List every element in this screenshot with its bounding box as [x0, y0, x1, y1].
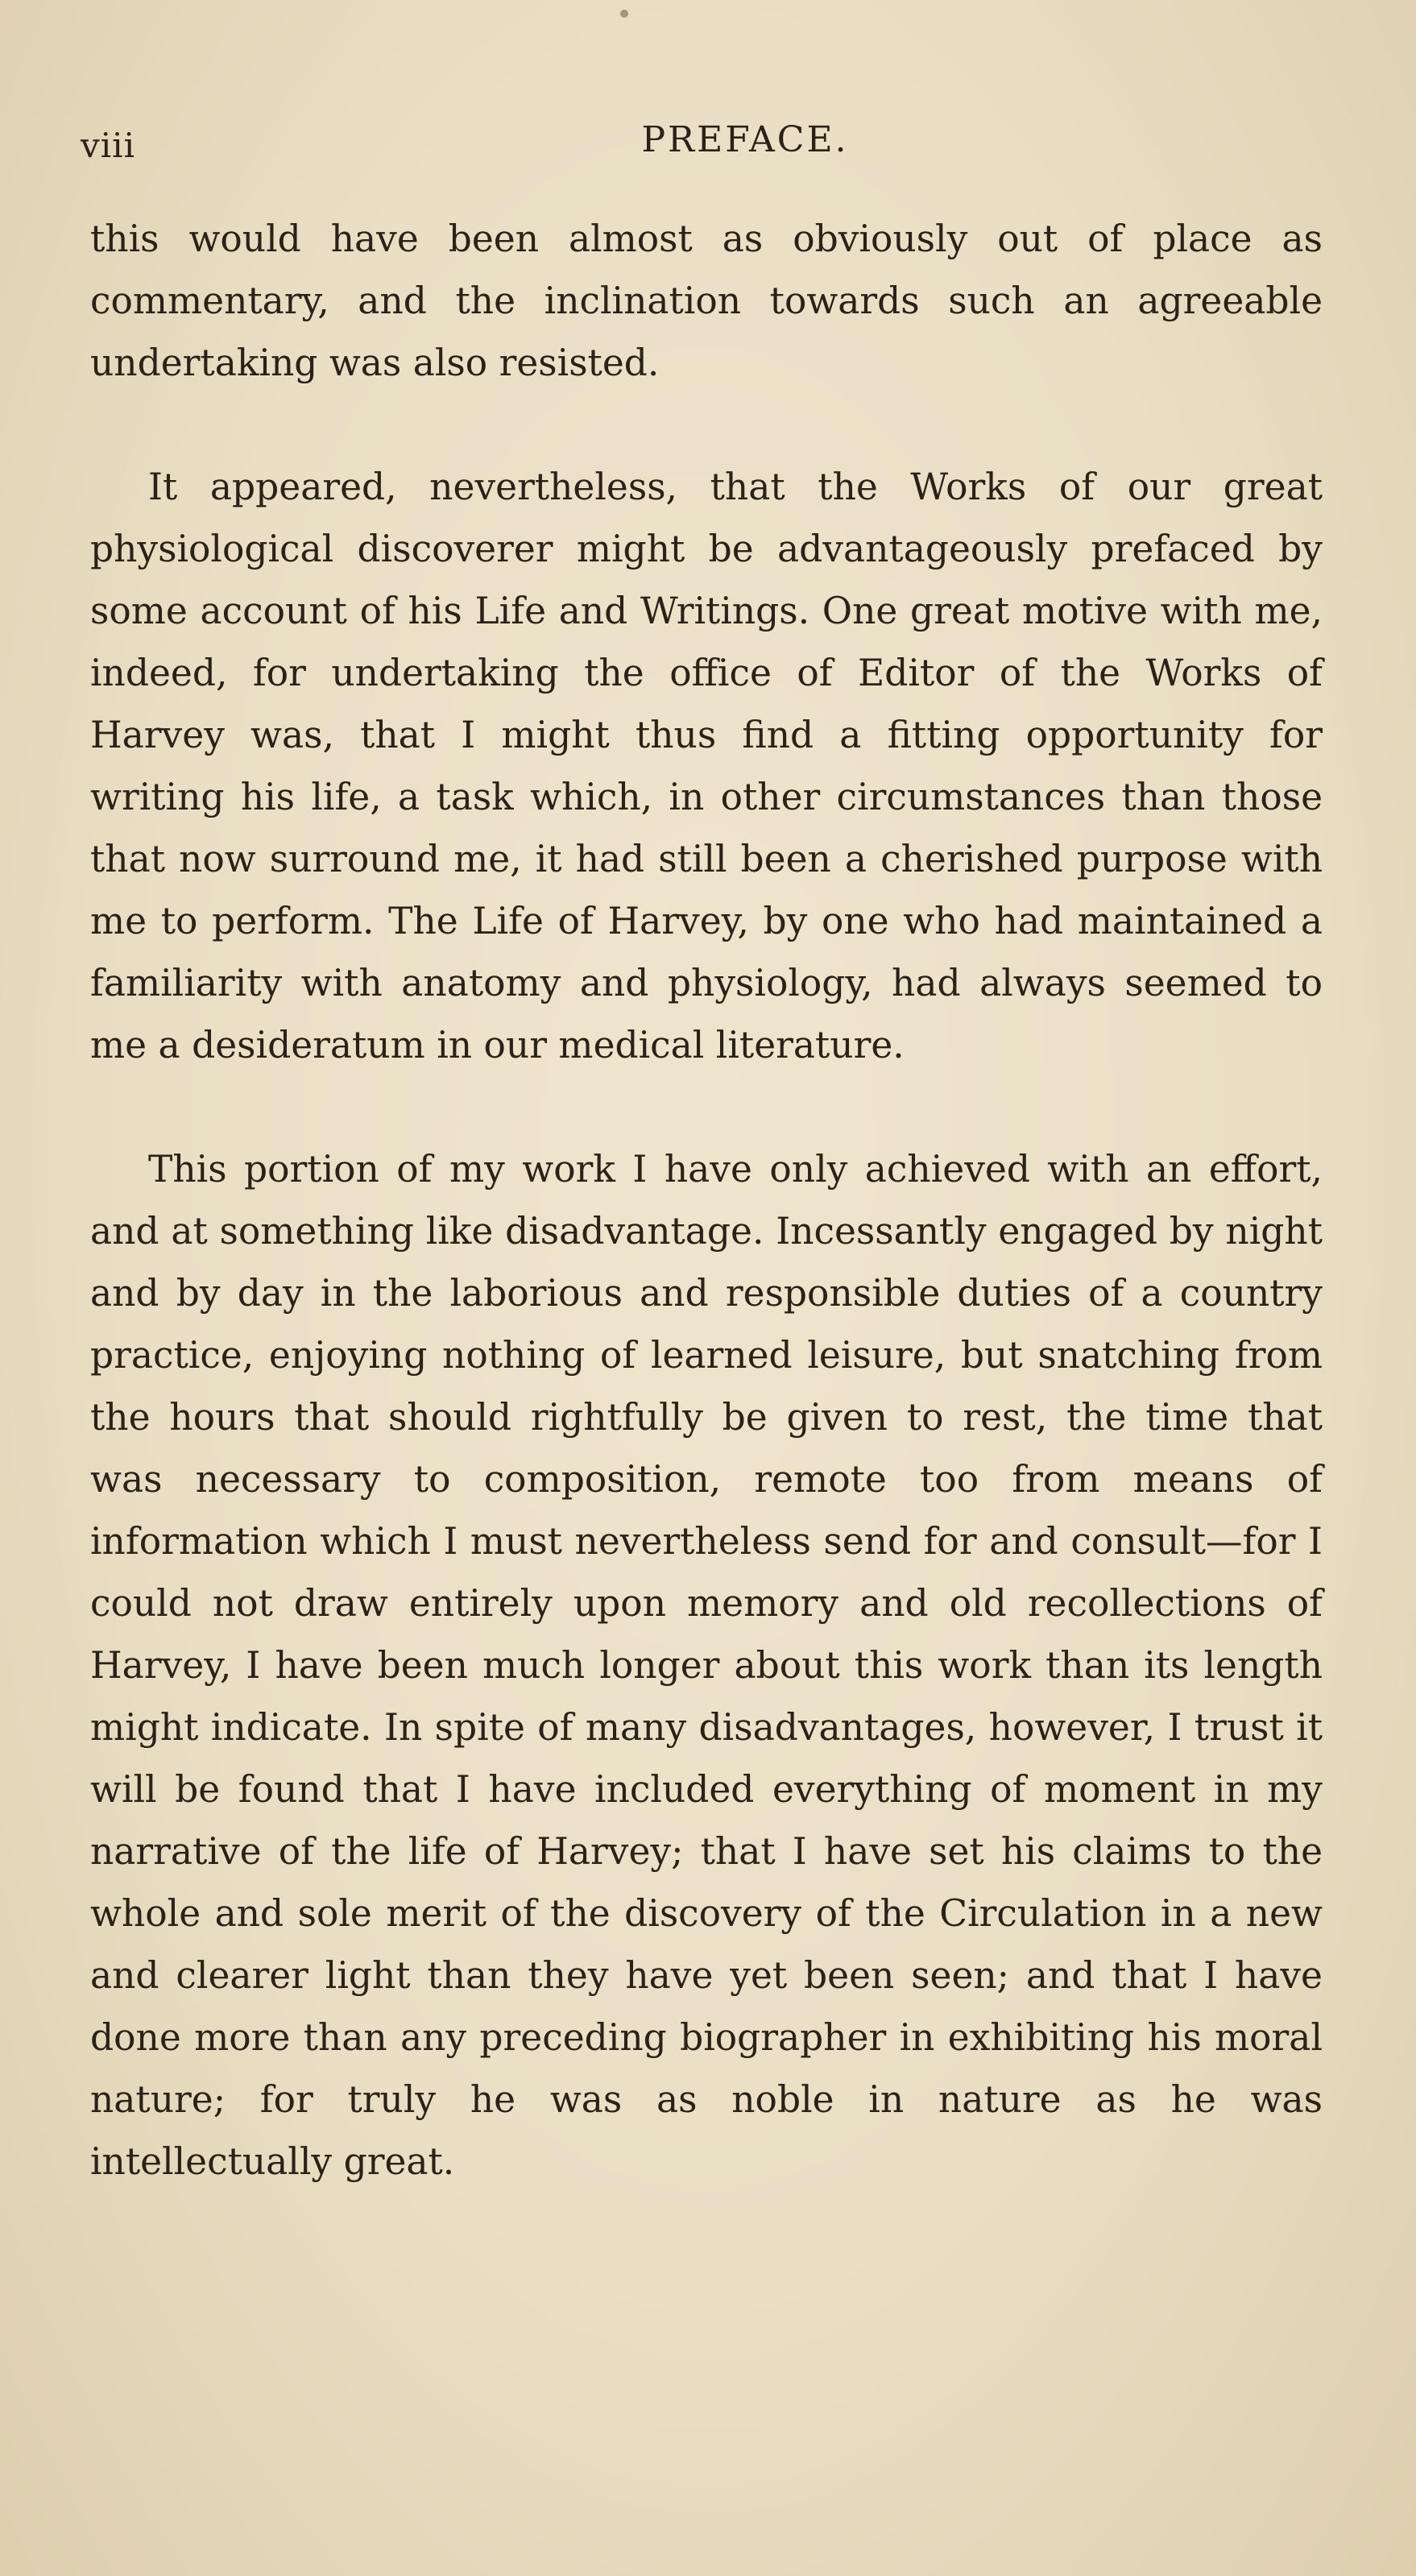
page-number: viii — [81, 126, 136, 165]
paragraph-work-circumstances: This portion of my work I have only achieved with an effort, and at something like disadvantage. Incessantly engaged by night and by day in the laborious and responsible duties of a country practice, enjoying nothing of learned leisure, but snatching from the hours that should rightfully be given to rest, the time that was necessary to composition, remote too from means of information which I must nevertheless send for and consult—for I could not draw entirely upon memory and old recollections of Harvey, I have been much longer about this work than its length might indicate. In spite of many disadvantages, however, I trust it will be found that I have included everything of moment in my narrative of the life of Harvey; that I have set his claims to the whole and sole merit of the discovery of the Circulation in a new and clearer light than they have yet been seen; and that I have done more than any preceding biographer in exhibiting his moral nature; for truly he was as noble in nature as he was intellectually great. — [90, 1148, 1323, 2183]
running-head: PREFACE. — [641, 119, 849, 160]
ink-speck — [620, 10, 628, 18]
paragraph-life-and-writings: It appeared, nevertheless, that the Works of our great physiological discoverer might be advantageously prefaced by some account of his Life and Writings. One great motive with me, indeed, for undertaking the office of Editor of the Works of Harvey was, that I might thus find a fitting opportunity for writing his life, a task which, in other circumstances than those that now surround me, it had still been a cherished purpose with me to perform. The Life of Harvey, by one who had maintained a familiarity with anatomy and physiology, had always seemed to me a desideratum in our medical literature. — [90, 466, 1323, 1066]
page-header — [81, 119, 1321, 176]
paragraph-continuation: this would have been almost as obviously out of place as commentary, and the inclination towards such an agreeable undertaking was also resisted. — [90, 217, 1323, 384]
body-text — [90, 208, 1323, 2193]
